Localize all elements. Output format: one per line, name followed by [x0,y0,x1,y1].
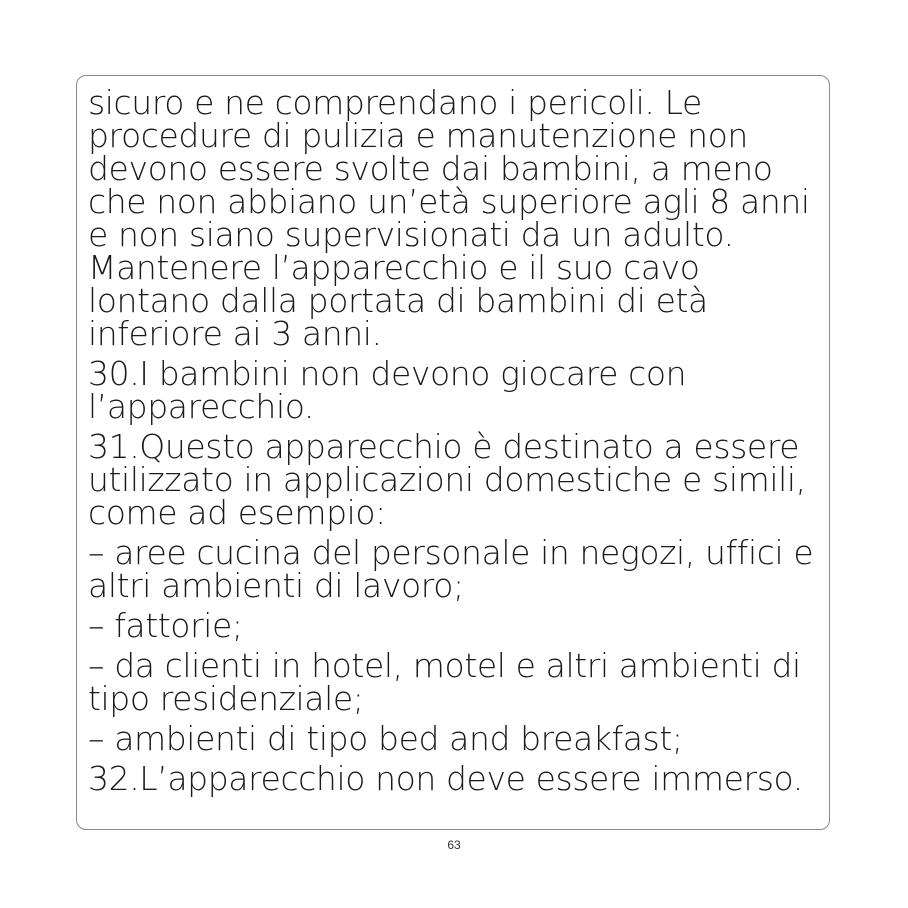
paragraph-item-30: 30.I bambini non devono giocare con l’apparecchio. [88,354,687,426]
list-item-bed-and-breakfast: – ambienti di tipo bed and breakfast; [88,719,683,758]
list-item-staff-kitchens: – aree cucina del personale in negozi, uffici e altri ambienti di lavoro; [88,533,814,605]
list-item-hotels: – da clienti in hotel, motel e altri ambienti di tipo residenziale; [88,646,801,718]
paragraph-safety-continuation: sicuro e ne comprendano i pericoli. Le procedure di pulizia e manutenzione non devono essere svolte dai bambini, a meno che non abbiano un’età superiore agli 8 anni e non siano supervisionati da un adulto. Mantenere l’apparecchio e il suo cavo lontano dalla portata di bambini di età inferiore ai 3 anni. [88,83,810,353]
page-content [88,83,824,802]
paragraph-item-32: 32.L’apparecchio non deve essere immerso. [88,759,803,798]
page-number: 63 [447,838,461,852]
paragraph-item-31: 31.Questo apparecchio è destinato a essere utilizzato in applicazioni domestiche e simili, come ad esempio: [88,427,806,532]
list-item-farms: – fattorie; [88,606,243,645]
